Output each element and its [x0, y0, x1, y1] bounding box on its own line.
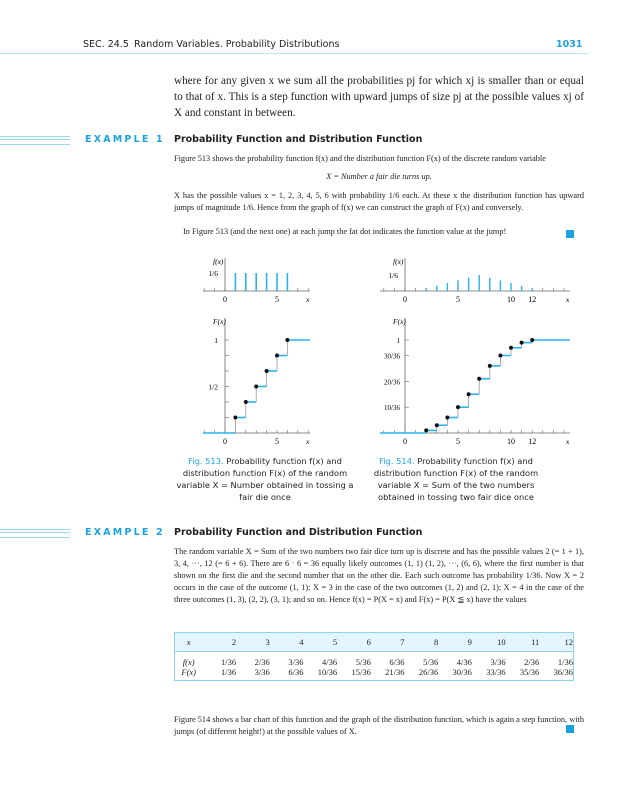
table-row: [175, 667, 574, 681]
x-tick-label: 0: [223, 295, 227, 304]
jump-dot: [530, 338, 534, 342]
example-2-text: The random variable X = Sum of the two numbers two fair dice turn up is discrete and has the possible values 2 (= 1 + 1), 3, 4, ···, 12 (= 6 + 6). There are 6 · 6 = 36 equally likely outcomes (1, 1) (1, 2), ···, (6, 6), where the first number is that shown on the first die and the second number that on the other die. Each such outcome has probability 1/36. Now X = 2 occurs in the case of the outcome (1, 1); X = 3 in the case of the two outcomes (1, 2) and (2, 1); X = 4 in the case of the three outcomes (1, 3), (2, 2), (3, 1); and so on. Hence f(x) = P(X = x) and F(x) = P(X ≦ x) have the values: [174, 547, 584, 604]
table-row: [175, 652, 574, 668]
table-cell: 11: [506, 633, 540, 652]
table-cell: 6/36: [288, 667, 304, 677]
table-row: [175, 633, 574, 652]
row-header: f(x): [182, 657, 195, 667]
jump-dot: [275, 354, 279, 358]
table-cell: 8: [405, 633, 439, 652]
table-cell: 4: [270, 633, 304, 652]
row-header: x: [175, 633, 203, 652]
fig-513-label: Fig. 513.: [188, 456, 224, 466]
jump-dot: [456, 405, 460, 409]
example-1-title: Probability Function and Distribution Function: [174, 134, 423, 145]
table-cell: 5/36: [423, 657, 439, 667]
table-cell: 30/36: [452, 667, 472, 677]
jump-dot: [424, 428, 428, 432]
x-tick-label: 5: [456, 437, 460, 446]
jump-dot: [509, 346, 513, 350]
table-cell: 26/36: [418, 667, 439, 677]
x-tick-label: 0: [223, 437, 227, 446]
table-cell: 1/36: [220, 667, 237, 677]
section-title: Random Variables. Probability Distributions: [134, 39, 340, 50]
table-cell: 1/36: [557, 657, 573, 667]
jump-dot: [488, 364, 492, 368]
y-axis-label: f(x): [213, 257, 224, 266]
y-axis-label: f(x): [393, 257, 404, 266]
table-cell: 36/36: [553, 667, 573, 677]
table-cell: 6/36: [389, 657, 405, 667]
distribution-table: [174, 632, 574, 681]
table-cell: 5: [303, 633, 337, 652]
table-cell: 5/36: [355, 657, 371, 667]
table-cell: 2/36: [254, 657, 270, 667]
jump-dot: [520, 341, 524, 345]
table-cell: 3: [236, 633, 270, 652]
x-tick-label: 5: [275, 295, 279, 304]
table-cell: 1/36: [220, 657, 237, 667]
y-tick-label: 10/36: [384, 404, 400, 413]
example-rule: [0, 529, 70, 538]
table-cell: 10: [472, 633, 506, 652]
table-cell: 2/36: [524, 657, 540, 667]
section-number: SEC. 24.5: [83, 39, 129, 50]
example-2-title: Probability Function and Distribution Function: [174, 527, 423, 538]
table-cell: 10/36: [317, 667, 338, 677]
table-cell: 2: [202, 633, 236, 652]
jump-dot: [467, 392, 471, 396]
jump-dot: [233, 415, 237, 419]
example-1-text: Figure 513 shows the probability function f(x) and the distribution function F(x) of the discrete random variable: [174, 154, 546, 163]
table-cell: 9: [438, 633, 472, 652]
y-axis-label: F(x): [393, 317, 406, 326]
example-1-text-2: X has the possible values x = 1, 2, 3, 4, 5, 6 with probability 1/6 each. At these x the distribution function has upward jumps of magnitude 1/6. Hence from the graph of f(x) we can construct the graph of F(x) and conversely.: [174, 191, 584, 212]
fig-513-caption: [175, 455, 355, 503]
fig-514-label: Fig. 514.: [379, 456, 415, 466]
table-cell: 33/36: [486, 667, 506, 677]
table-cell: 6: [337, 633, 371, 652]
example-1-text-3: In Figure 513 (and the next one) at each jump the fat dot indicates the function value at the jump!: [183, 227, 507, 236]
x-tick-label: 12: [528, 437, 537, 446]
example-1-formula: X = Number a fair die turns up.: [326, 172, 432, 181]
x-tick-label: 5: [456, 295, 460, 304]
example-2-text-2: Figure 514 shows a bar chart of this function and the graph of the distribution function, which is again a step function, with jumps (of different height!) at the possible values of X.: [174, 715, 584, 736]
jump-dot: [445, 416, 449, 420]
table-cell: 21/36: [385, 667, 405, 677]
y-tick-label: 1: [214, 336, 218, 345]
jump-dot: [435, 423, 439, 427]
y-tick-label: 1/6: [388, 271, 398, 280]
table-cell: 3/36: [490, 657, 506, 667]
table-cell: 7: [371, 633, 405, 652]
jump-dot: [244, 400, 248, 404]
y-axis-label: F(x): [213, 317, 226, 326]
jump-dot: [285, 338, 289, 342]
end-of-example-marker: [566, 725, 574, 733]
x-axis-label: x: [566, 295, 570, 304]
y-tick-label: 30/36: [384, 352, 400, 361]
x-tick-label: 0: [403, 437, 407, 446]
table-cell: 3/36: [288, 657, 304, 667]
page-number: 1031: [556, 39, 583, 50]
x-tick-label: 5: [275, 437, 279, 446]
fig-513-caption-text: Probability function f(x) and distribution function F(x) of the random variable X = Number obtained in tossing a fair die once: [176, 456, 354, 502]
jump-dot: [477, 377, 481, 381]
y-tick-label: 20/36: [384, 378, 400, 387]
example-1-label: EXAMPLE 1: [85, 134, 165, 145]
x-tick-label: 12: [528, 295, 537, 304]
table-cell: 3/36: [254, 667, 270, 677]
table-cell: 35/36: [519, 667, 540, 677]
jump-dot: [498, 354, 502, 358]
jump-dot: [254, 385, 258, 389]
row-header: F(x): [181, 667, 197, 677]
fig-514-caption-text: Probability function f(x) and distribution function F(x) of the random variable X = Sum of the two numbers obtained in tossing two fair dice once: [373, 456, 539, 502]
table-cell: 12: [539, 633, 573, 652]
y-tick-label: 1: [396, 337, 400, 345]
intro-paragraph: where for any given x we sum all the probabilities pj for which xj is smaller than or equal to that of x. This is a step function with upward jumps of size pj at the possible values xj of X and constant in between.: [174, 75, 584, 119]
table-cell: 4/36: [322, 657, 338, 667]
fig-514-caption: [366, 455, 546, 503]
jump-dot: [265, 369, 269, 373]
x-tick-label: 10: [507, 437, 515, 446]
y-tick-label: 1/2: [208, 382, 218, 392]
x-tick-label: 0: [403, 295, 407, 304]
y-tick-label: 1/6: [208, 269, 218, 278]
x-tick-label: 10: [507, 295, 515, 304]
table-cell: 15/36: [351, 667, 371, 677]
x-axis-label: x: [566, 437, 570, 446]
table-cell: 4/36: [456, 657, 472, 667]
x-axis-label: x: [306, 437, 310, 446]
example-2-label: EXAMPLE 2: [85, 527, 165, 538]
x-axis-label: x: [306, 295, 310, 304]
